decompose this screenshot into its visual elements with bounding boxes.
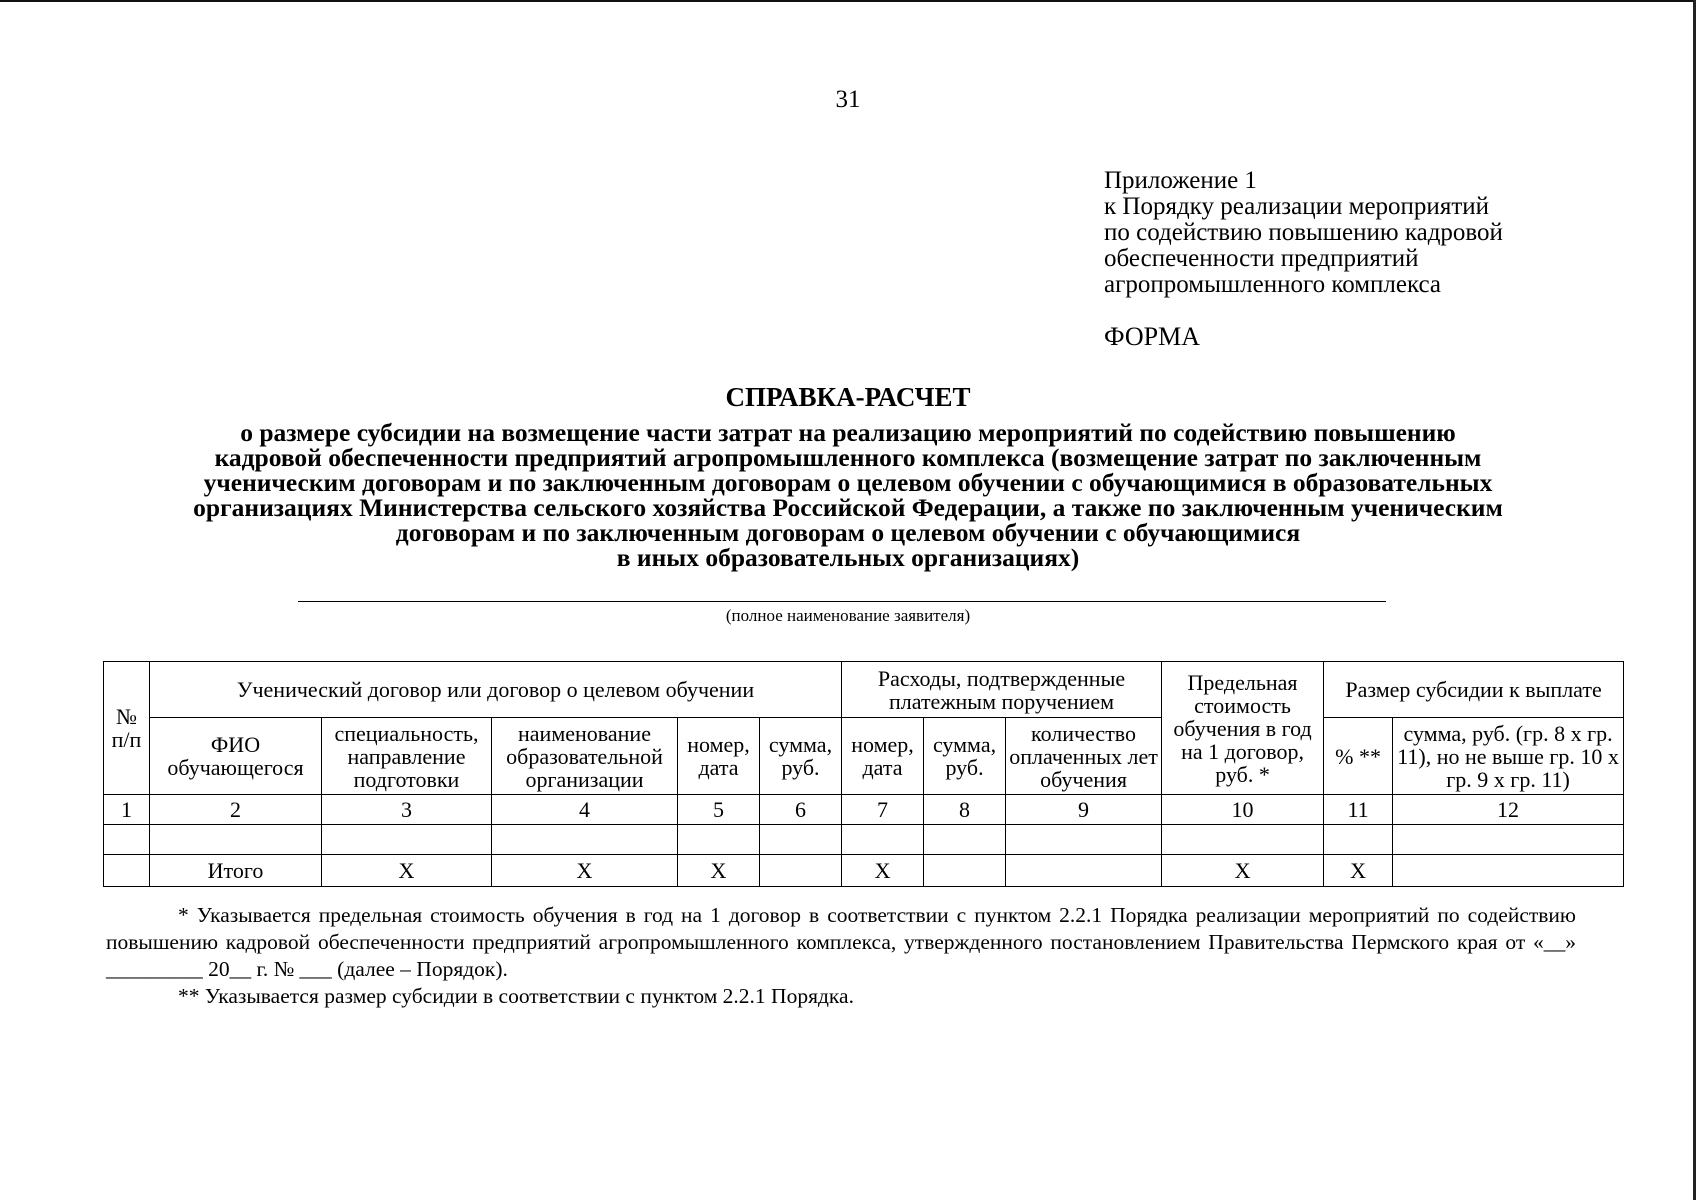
- column-number: 12: [1393, 795, 1624, 825]
- subheader-subsidy-sum: сумма, руб. (гр. 8 х гр. 11), но не выше гр. 10 х гр. 9 х гр. 11): [1393, 718, 1624, 795]
- header-number: № п/п: [104, 662, 150, 795]
- total-cell: Х: [1324, 855, 1393, 887]
- table-cell[interactable]: [842, 825, 924, 855]
- applicant-caption: (полное наименование заявителя): [725, 606, 971, 625]
- footnote-subsidy-percent: ** Указывается размер субсидии в соответствии с пунктом 2.2.1 Порядка.: [178, 984, 854, 1008]
- column-number: 9: [1006, 795, 1162, 825]
- calculation-table: [103, 661, 1624, 887]
- column-number: 7: [842, 795, 924, 825]
- table-header-row: [104, 662, 1624, 718]
- scan-border-top: [0, 0, 1696, 2]
- table-row: [104, 825, 1624, 855]
- appendix-line: Приложение 1: [1104, 167, 1257, 194]
- column-number: 10: [1162, 795, 1324, 825]
- subheader-contract-sum: сумма, руб.: [760, 718, 842, 795]
- document-subtitle: [100, 420, 1596, 570]
- table-cell[interactable]: [150, 825, 322, 855]
- applicant-name-line[interactable]: [298, 601, 1386, 602]
- total-cell: Х: [678, 855, 760, 887]
- subheader-payment-number: номер, дата: [842, 718, 924, 795]
- table-subheader-row: [104, 718, 1624, 795]
- subtitle-line: договорам и по заключенным договорам о целевом обучении с обучающимися: [395, 518, 1301, 547]
- appendix-line: к Порядку реализации мероприятий: [1104, 193, 1489, 220]
- column-number: 8: [924, 795, 1006, 825]
- subheader-paid-years: количество оплаченных лет обучения: [1006, 718, 1162, 795]
- total-row: [104, 855, 1624, 887]
- table-cell[interactable]: [924, 825, 1006, 855]
- total-cell[interactable]: [1393, 855, 1624, 887]
- header-limit-cost: Предельная стоимость обучения в год на 1 договор, руб. *: [1162, 662, 1324, 795]
- appendix-block: [1104, 168, 1503, 298]
- table-cell[interactable]: [492, 825, 678, 855]
- total-cell: Х: [842, 855, 924, 887]
- subtitle-line: о размере субсидии на возмещение части затрат на реализацию мероприятий по содействию повышению: [240, 418, 1456, 447]
- table-cell[interactable]: [760, 825, 842, 855]
- total-label: Итого: [150, 855, 322, 887]
- header-subsidy: Размер субсидии к выплате: [1324, 662, 1624, 718]
- total-cell[interactable]: [1006, 855, 1162, 887]
- footnotes: [106, 902, 1576, 1010]
- header-expenses: Расходы, подтвержденные платежным поручением: [842, 662, 1162, 718]
- total-cell: [104, 855, 150, 887]
- subtitle-line: ученическим договорам и по заключенным договорам о целевом обучении с обучающимися в образовательных: [203, 468, 1493, 497]
- total-cell: Х: [492, 855, 678, 887]
- table-cell[interactable]: [1006, 825, 1162, 855]
- footnote-limit-cost: * Указывается предельная стоимость обучения в год на 1 договор в соответствии с пунктом 2.2.1 Порядка реализации мероприятий по содействию повышению кадровой обеспеченности предприятий агропромышленного комплекса, утвержденного постановлением Правительства Пермского края от «__» _________ 20__ г. № ___ (далее – Порядок).: [106, 903, 1576, 981]
- form-label: ФОРМА: [1104, 322, 1200, 351]
- column-numbers-row: [104, 795, 1624, 825]
- subheader-percent: % **: [1324, 718, 1393, 795]
- total-cell[interactable]: [924, 855, 1006, 887]
- subheader-payment-sum: сумма, руб.: [924, 718, 1006, 795]
- appendix-line: по содействию повышению кадровой: [1104, 219, 1503, 246]
- subheader-student-name: ФИО обучающегося: [150, 718, 322, 795]
- appendix-line: обеспеченности предприятий: [1104, 245, 1419, 272]
- table-cell[interactable]: [104, 825, 150, 855]
- total-cell: Х: [322, 855, 492, 887]
- column-number: 2: [150, 795, 322, 825]
- table-cell[interactable]: [1324, 825, 1393, 855]
- subheader-organization: наименование образовательной организации: [492, 718, 678, 795]
- column-number: 1: [104, 795, 150, 825]
- subheader-specialty: специальность, направление подготовки: [322, 718, 492, 795]
- column-number: 11: [1324, 795, 1393, 825]
- table-cell[interactable]: [678, 825, 760, 855]
- subheader-contract-number: номер, дата: [678, 718, 760, 795]
- subtitle-line: кадровой обеспеченности предприятий агропромышленного комплекса (возмещение затрат по заключенным: [214, 443, 1482, 472]
- document-title: СПРАВКА-РАСЧЕТ: [725, 382, 971, 412]
- table-cell[interactable]: [322, 825, 492, 855]
- table-cell[interactable]: [1162, 825, 1324, 855]
- column-number: 4: [492, 795, 678, 825]
- total-cell: Х: [1162, 855, 1324, 887]
- table-cell[interactable]: [1393, 825, 1624, 855]
- appendix-line: агропромышленного комплекса: [1104, 271, 1442, 298]
- column-number: 6: [760, 795, 842, 825]
- column-number: 5: [678, 795, 760, 825]
- subtitle-line: организациях Министерства сельского хозяйства Российской Федерации, а также по заключенным ученическим: [193, 493, 1503, 522]
- header-contract: Ученический договор или договор о целевом обучении: [150, 662, 842, 718]
- column-number: 3: [322, 795, 492, 825]
- page-number: 31: [835, 86, 861, 113]
- subtitle-line: в иных образовательных организациях): [616, 543, 1080, 572]
- total-cell[interactable]: [760, 855, 842, 887]
